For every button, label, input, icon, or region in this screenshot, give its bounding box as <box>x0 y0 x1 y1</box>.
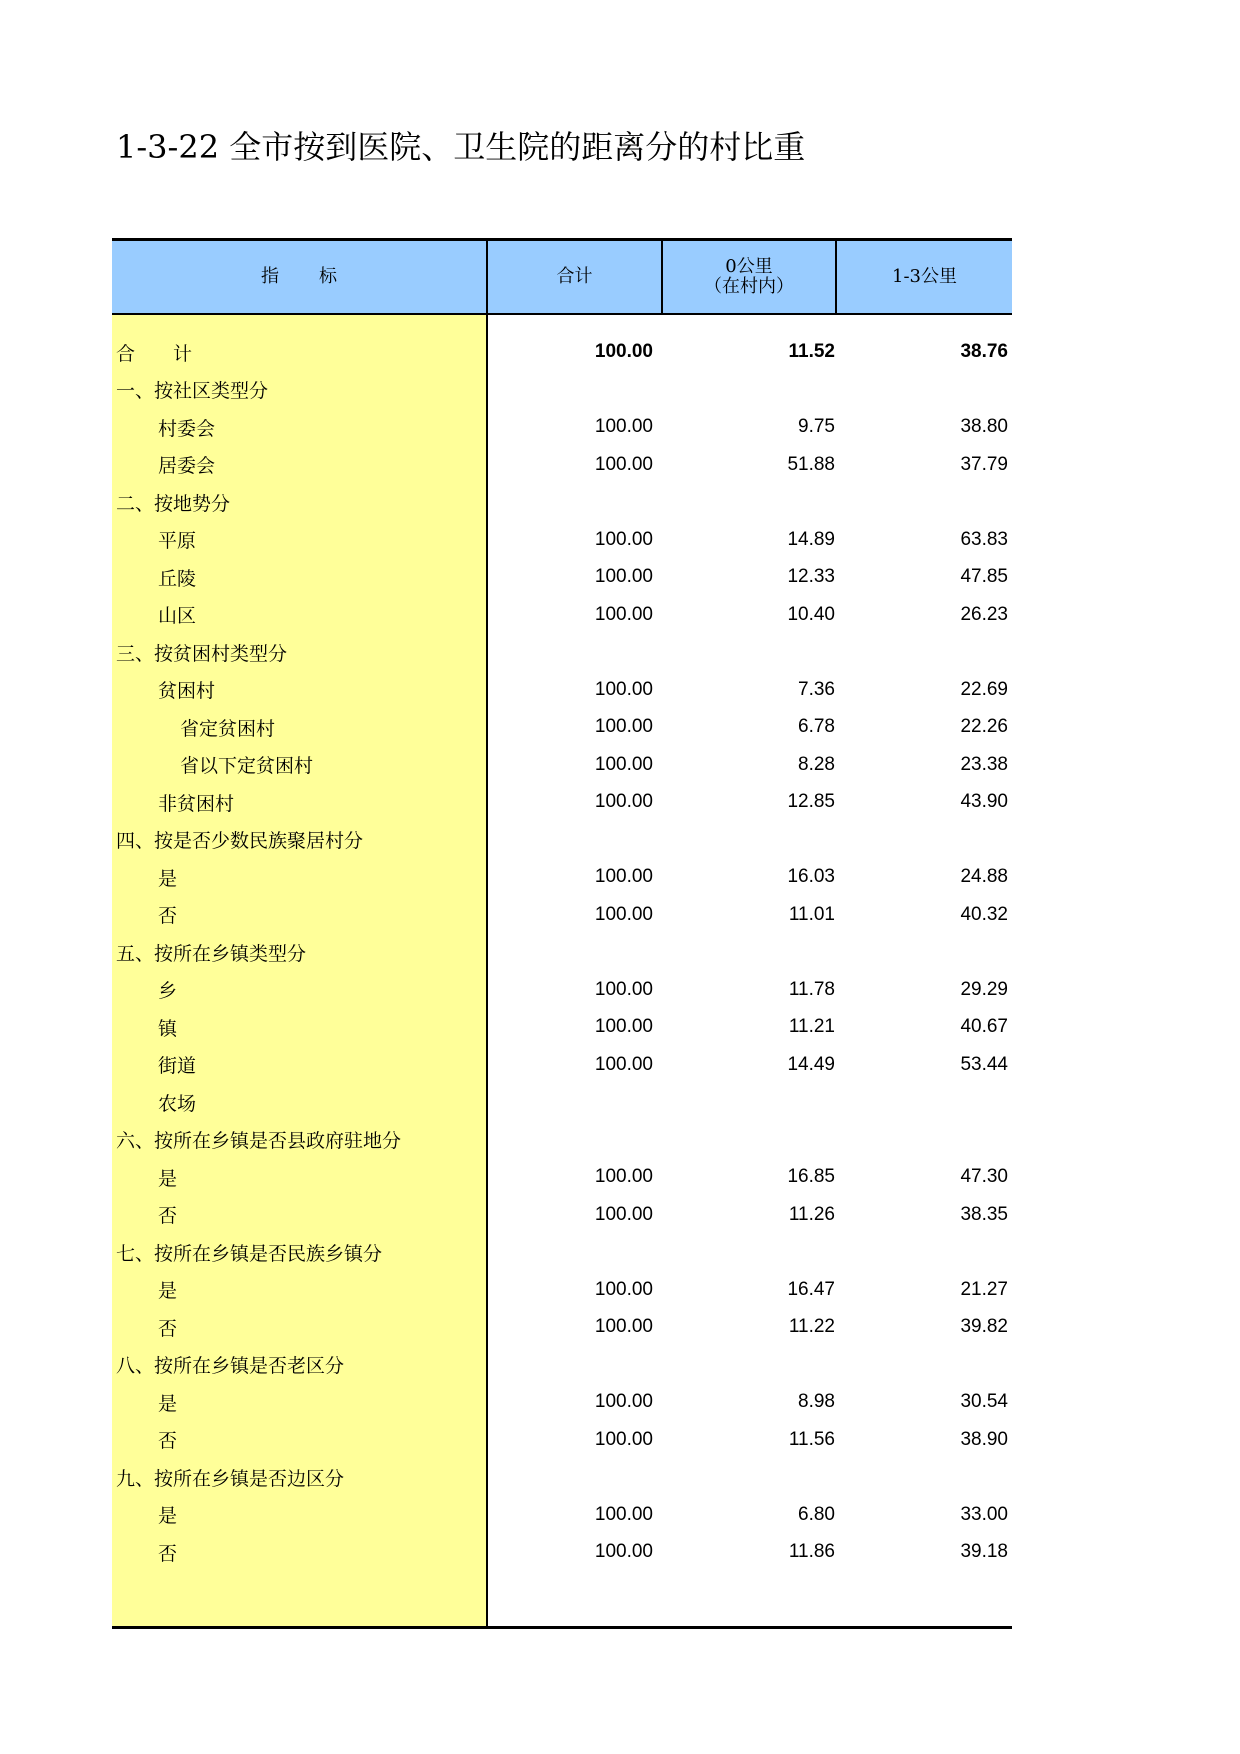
table-row <box>112 896 1012 934</box>
cell-zero-km: 12.85 <box>787 791 835 813</box>
cell-one-to-three-km: 22.26 <box>960 716 1008 738</box>
cell-total: 100.00 <box>594 903 653 925</box>
row-label: 丘陵 <box>158 567 197 590</box>
cell-total: 100.00 <box>594 978 653 1000</box>
cell-zero-km: 6.78 <box>798 716 835 738</box>
row-label: 平原 <box>158 530 197 553</box>
row-label: 二、按地势分 <box>116 492 231 515</box>
cell-one-to-three-km: 40.32 <box>960 903 1008 925</box>
cell-zero-km: 9.75 <box>798 416 835 438</box>
row-label: 否 <box>158 1542 178 1565</box>
table-row <box>112 1159 1012 1197</box>
cell-one-to-three-km: 30.54 <box>960 1391 1008 1413</box>
table-row <box>112 1534 1012 1572</box>
row-label: 合 计 <box>116 342 193 365</box>
table-row <box>112 1421 1012 1459</box>
cell-zero-km: 16.47 <box>787 1278 835 1300</box>
table-row <box>112 634 1012 672</box>
table-row <box>112 784 1012 822</box>
page-title: 1-3-22 全市按到医院、卫生院的距离分的村比重 <box>116 128 806 166</box>
row-label: 否 <box>158 905 178 928</box>
cell-zero-km: 6.80 <box>798 1503 835 1525</box>
cell-zero-km: 51.88 <box>787 453 835 475</box>
cell-zero-km: 16.85 <box>787 1166 835 1188</box>
row-label: 是 <box>158 1505 178 1528</box>
cell-total: 100.00 <box>594 753 653 775</box>
table-row <box>112 371 1012 409</box>
cell-one-to-three-km: 29.29 <box>960 978 1008 1000</box>
row-label: 五、按所在乡镇类型分 <box>116 942 307 965</box>
table-row <box>112 1046 1012 1084</box>
cell-one-to-three-km: 43.90 <box>960 791 1008 813</box>
table-row <box>112 1459 1012 1497</box>
table-row <box>112 1121 1012 1159</box>
header-zero-km-line1: 0公里 <box>725 256 773 277</box>
header-zero-km <box>663 241 835 313</box>
row-label: 街道 <box>158 1055 197 1078</box>
cell-total: 100.00 <box>594 678 653 700</box>
cell-zero-km: 11.78 <box>788 978 835 1000</box>
cell-total: 100.00 <box>594 716 653 738</box>
row-label: 非贫困村 <box>158 792 235 815</box>
cell-total: 100.00 <box>594 1428 653 1450</box>
table-row <box>112 859 1012 897</box>
table-row <box>112 821 1012 859</box>
row-label: 是 <box>158 867 178 890</box>
table-row <box>112 596 1012 634</box>
header-indicator-part2: 标 <box>319 266 337 287</box>
row-label: 三、按贫困村类型分 <box>116 642 288 665</box>
cell-total: 100.00 <box>594 1391 653 1413</box>
cell-zero-km: 8.98 <box>798 1391 835 1413</box>
data-table <box>112 238 1012 1629</box>
cell-zero-km: 11.22 <box>788 1316 835 1338</box>
cell-zero-km: 11.01 <box>788 903 835 925</box>
cell-zero-km: 16.03 <box>787 866 835 888</box>
cell-one-to-three-km: 47.85 <box>960 566 1008 588</box>
table-row <box>112 709 1012 747</box>
table-row <box>112 1234 1012 1272</box>
cell-one-to-three-km: 38.90 <box>960 1428 1008 1450</box>
cell-one-to-three-km: 40.67 <box>960 1016 1008 1038</box>
row-label: 否 <box>158 1430 178 1453</box>
table-row <box>112 1309 1012 1347</box>
cell-one-to-three-km: 39.82 <box>960 1316 1008 1338</box>
table-row <box>112 671 1012 709</box>
row-label: 六、按所在乡镇是否县政府驻地分 <box>116 1130 402 1153</box>
cell-total: 100.00 <box>594 791 653 813</box>
cell-one-to-three-km: 38.35 <box>960 1203 1008 1225</box>
cell-one-to-three-km: 38.80 <box>960 416 1008 438</box>
cell-zero-km: 14.49 <box>787 1053 835 1075</box>
row-label: 九、按所在乡镇是否边区分 <box>116 1467 345 1490</box>
cell-zero-km: 11.52 <box>788 341 835 362</box>
table-row <box>112 1384 1012 1422</box>
cell-one-to-three-km: 21.27 <box>960 1278 1008 1300</box>
row-label: 贫困村 <box>158 680 216 703</box>
cell-one-to-three-km: 26.23 <box>960 603 1008 625</box>
row-label: 一、按社区类型分 <box>116 380 269 403</box>
cell-total: 100.00 <box>594 341 653 362</box>
cell-total: 100.00 <box>594 1316 653 1338</box>
cell-one-to-three-km: 23.38 <box>960 753 1008 775</box>
row-label: 是 <box>158 1392 178 1415</box>
header-zero-km-line2: （在村内） <box>704 276 794 297</box>
cell-zero-km: 11.86 <box>788 1541 835 1563</box>
table-row <box>112 1346 1012 1384</box>
table-row <box>112 521 1012 559</box>
cell-zero-km: 11.26 <box>788 1203 835 1225</box>
row-label: 农场 <box>158 1092 197 1115</box>
table-bottom-rule <box>112 1626 1012 1629</box>
table-row <box>112 446 1012 484</box>
cell-one-to-three-km: 22.69 <box>960 678 1008 700</box>
cell-total: 100.00 <box>594 1503 653 1525</box>
cell-one-to-three-km: 38.76 <box>960 341 1008 362</box>
row-label: 山区 <box>158 605 197 628</box>
row-label: 居委会 <box>158 455 216 478</box>
cell-total: 100.00 <box>594 1541 653 1563</box>
header-indicator <box>112 241 486 313</box>
header-indicator-part1: 指 <box>261 266 279 287</box>
cell-zero-km: 8.28 <box>798 753 835 775</box>
cell-total: 100.00 <box>594 416 653 438</box>
row-label: 省以下定贫困村 <box>180 755 314 778</box>
row-label: 否 <box>158 1205 178 1228</box>
cell-total: 100.00 <box>594 1053 653 1075</box>
cell-one-to-three-km: 47.30 <box>960 1166 1008 1188</box>
table-row <box>112 484 1012 522</box>
header-total: 合计 <box>556 266 593 287</box>
table-row <box>112 1271 1012 1309</box>
row-label: 八、按所在乡镇是否老区分 <box>116 1355 345 1378</box>
cell-total: 100.00 <box>594 1278 653 1300</box>
table-row <box>112 934 1012 972</box>
table-row <box>112 559 1012 597</box>
cell-one-to-three-km: 24.88 <box>960 866 1008 888</box>
cell-zero-km: 12.33 <box>787 566 835 588</box>
cell-one-to-three-km: 39.18 <box>960 1541 1008 1563</box>
cell-total: 100.00 <box>594 566 653 588</box>
row-label: 是 <box>158 1280 178 1303</box>
cell-zero-km: 11.56 <box>788 1428 835 1450</box>
table-row <box>112 333 1012 371</box>
table-row <box>112 971 1012 1009</box>
cell-total: 100.00 <box>594 528 653 550</box>
header-bottom-rule <box>112 313 1012 315</box>
row-label: 省定贫困村 <box>180 717 276 740</box>
cell-zero-km: 11.21 <box>788 1016 835 1038</box>
cell-one-to-three-km: 63.83 <box>960 528 1008 550</box>
table-row <box>112 1196 1012 1234</box>
cell-total: 100.00 <box>594 453 653 475</box>
cell-zero-km: 10.40 <box>787 603 835 625</box>
cell-total: 100.00 <box>594 1016 653 1038</box>
table-row <box>112 1084 1012 1122</box>
row-label: 是 <box>158 1167 178 1190</box>
cell-total: 100.00 <box>594 1203 653 1225</box>
row-label: 四、按是否少数民族聚居村分 <box>116 830 364 853</box>
table-row <box>112 409 1012 447</box>
cell-zero-km: 14.89 <box>787 528 835 550</box>
row-label: 村委会 <box>158 417 216 440</box>
cell-one-to-three-km: 37.79 <box>960 453 1008 475</box>
table-row <box>112 1009 1012 1047</box>
cell-one-to-three-km: 33.00 <box>960 1503 1008 1525</box>
cell-one-to-three-km: 53.44 <box>960 1053 1008 1075</box>
cell-total: 100.00 <box>594 603 653 625</box>
cell-zero-km: 7.36 <box>798 678 835 700</box>
row-label: 否 <box>158 1317 178 1340</box>
row-label: 七、按所在乡镇是否民族乡镇分 <box>116 1242 383 1265</box>
cell-total: 100.00 <box>594 866 653 888</box>
header-one-to-three-km: 1-3公里 <box>892 266 957 287</box>
cell-total: 100.00 <box>594 1166 653 1188</box>
table-body <box>112 333 1012 1571</box>
row-label: 乡 <box>158 980 178 1003</box>
row-label: 镇 <box>158 1017 178 1040</box>
table-row <box>112 1496 1012 1534</box>
table-row <box>112 746 1012 784</box>
